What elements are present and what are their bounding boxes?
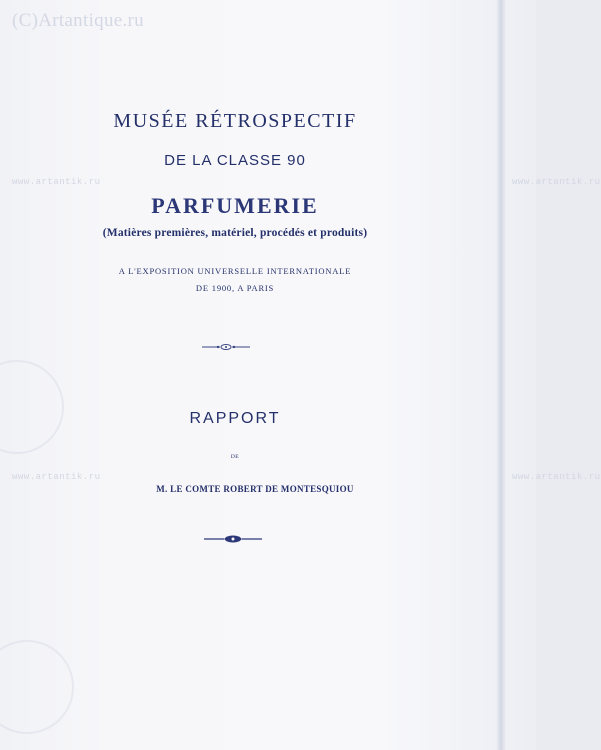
page-gutter-shadow (496, 0, 506, 750)
watermark-text: www.artantik.ru (12, 472, 101, 482)
subtitle-matieres: (Matières premières, matériel, procédés et produits) (102, 227, 368, 239)
watermark-text: www.artantik.ru (12, 177, 101, 187)
watermark-logo-shape (0, 640, 74, 734)
rapport-de: DE (230, 454, 240, 460)
ornament-divider-icon (200, 342, 252, 352)
title-classe-90: DE LA CLASSE 90 (164, 152, 306, 169)
title-musee-retrospectif: MUSÉE RÉTROSPECTIF (113, 110, 357, 132)
rapport-heading: RAPPORT (189, 410, 281, 427)
watermark-logo-shape (0, 360, 64, 454)
author-name: M. LE COMTE ROBERT DE MONTESQUIOU (156, 484, 354, 494)
ornament-divider-icon (202, 533, 264, 545)
watermark-text: www.artantik.ru (512, 472, 601, 482)
exposition-line: A L'EXPOSITION UNIVERSELLE INTERNATIONALE (118, 266, 352, 276)
exposition-date-line: DE 1900, A PARIS (195, 283, 275, 293)
watermark-text: www.artantik.ru (512, 177, 601, 187)
corner-watermark: (C)Artantique.ru (12, 10, 144, 31)
title-parfumerie: PARFUMERIE (151, 193, 319, 218)
